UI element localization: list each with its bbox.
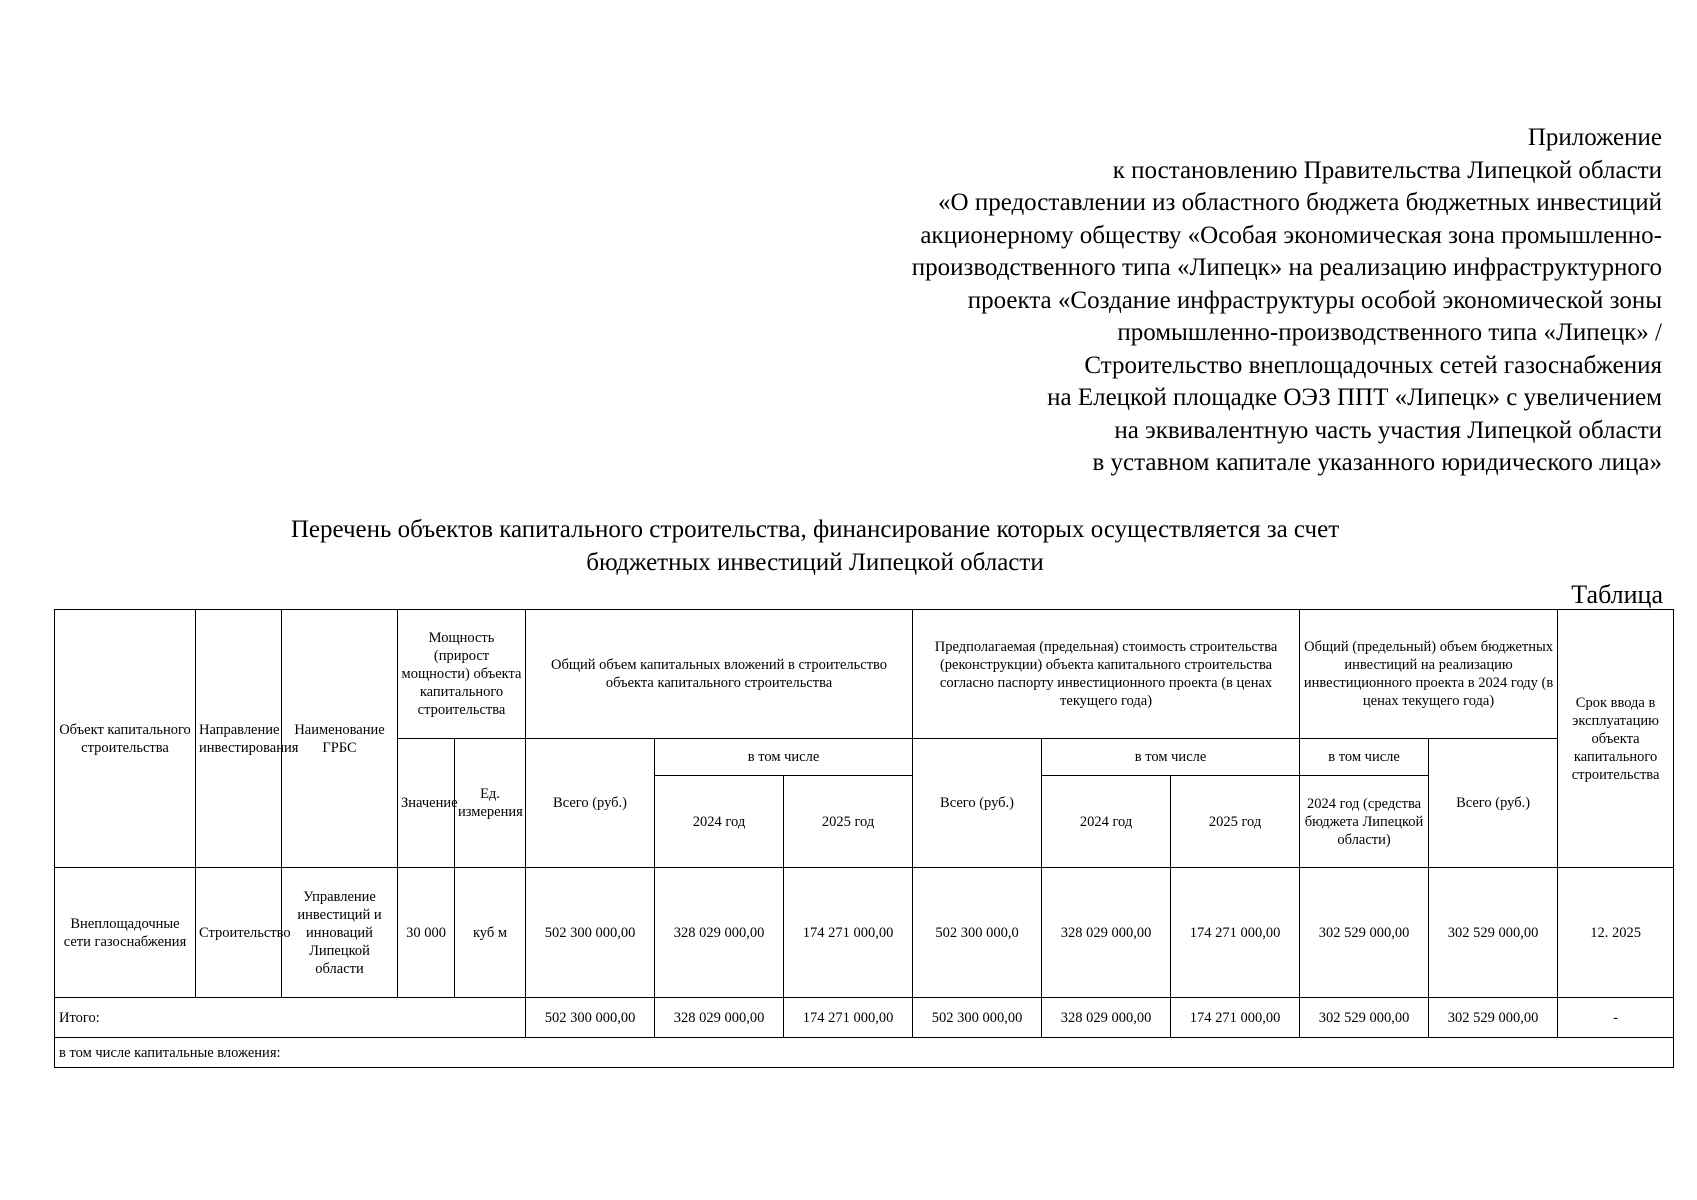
appendix-line: Строительство внеплощадочных сетей газоснабжения [1084, 351, 1662, 379]
cell-direction: Строительство [196, 868, 282, 998]
appendix-line: промышленно-производственного типа «Липецк» / [1117, 319, 1662, 346]
title-line-2: бюджетных инвестиций Липецкой области [586, 549, 1044, 576]
header-capacity: Мощность (прирост мощности) объекта капитального строительства [398, 610, 526, 739]
title-line-1: Перечень объектов капитального строительства, финансирование которых осуществляется за счет [290, 516, 1340, 543]
totals-budget-total: 302 529 000,00 [1429, 998, 1558, 1038]
appendix-line: производственного типа «Липецк» на реализацию инфраструктурного [911, 254, 1662, 281]
appendix-line: на эквивалентную часть участия Липецкой области [1114, 416, 1662, 444]
totals-label: Итого: [55, 998, 526, 1038]
cell-deadline: 12. 2025 [1558, 868, 1674, 998]
header-grbs: Наименование ГРБС [282, 610, 398, 868]
cell-value: 30 000 [398, 868, 455, 998]
header-cost-2024: 2024 год [1042, 776, 1171, 868]
cell-inv-2025: 174 271 000,00 [784, 868, 913, 998]
table-label: Таблица [1571, 580, 1663, 609]
header-cost-2025: 2025 год [1171, 776, 1300, 868]
header-budget-including: в том числе [1300, 739, 1429, 776]
appendix-line: «О предоставлении из областного бюджета бюджетных инвестиций [938, 189, 1662, 216]
totals-cost-2024: 328 029 000,00 [1042, 998, 1171, 1038]
appendix-line: к постановлению Правительства Липецкой области [1112, 156, 1662, 184]
header-inv-total: Всего (руб.) [526, 739, 655, 868]
header-budget-investment: Общий (предельный) объем бюджетных инвестиций на реализацию инвестиционного проекта в 2024 году (в ценах текущего года) [1300, 610, 1558, 739]
document-title [50, 513, 1580, 579]
header-estimated-cost: Предполагаемая (предельная) стоимость строительства (реконструкции) объекта капитального строительства согласно паспорту инвестиционного проекта (в ценах текущего года) [913, 610, 1300, 739]
totals-cost-2025: 174 271 000,00 [1171, 998, 1300, 1038]
totals-budget-2024: 302 529 000,00 [1300, 998, 1429, 1038]
header-cost-total: Всего (руб.) [913, 739, 1042, 868]
header-deadline: Срок ввода в эксплуатацию объекта капитального строительства [1558, 610, 1674, 868]
cell-grbs: Управление инвестиций и инноваций Липецкой области [282, 868, 398, 998]
header-total-investment: Общий объем капитальных вложений в строительство объекта капитального строительства [526, 610, 913, 739]
header-inv-2024: 2024 год [655, 776, 784, 868]
cell-budget-total: 302 529 000,00 [1429, 868, 1558, 998]
header-direction: Направление инвестирования [196, 610, 282, 868]
totals-inv-2025: 174 271 000,00 [784, 998, 913, 1038]
header-value: Значение [398, 739, 455, 868]
totals-inv-2024: 328 029 000,00 [655, 998, 784, 1038]
cell-cost-2025: 174 271 000,00 [1171, 868, 1300, 998]
appendix-line: Приложение [1527, 124, 1662, 151]
appendix-line: проекта «Создание инфраструктуры особой экономической зоны [967, 286, 1662, 314]
table-row [55, 868, 1674, 998]
cell-inv-2024: 328 029 000,00 [655, 868, 784, 998]
cell-unit: куб м [455, 868, 526, 998]
cell-object: Внеплощадочные сети газоснабжения [55, 868, 196, 998]
footer-row [55, 1038, 1674, 1068]
totals-row [55, 998, 1674, 1038]
totals-cost-total: 502 300 000,00 [913, 998, 1042, 1038]
header-budget-2024: 2024 год (средства бюджета Липецкой области) [1300, 776, 1429, 868]
cell-inv-total: 502 300 000,00 [526, 868, 655, 998]
totals-deadline: - [1558, 998, 1674, 1038]
cell-cost-2024: 328 029 000,00 [1042, 868, 1171, 998]
header-budget-total: Всего (руб.) [1429, 739, 1558, 868]
cell-cost-total: 502 300 000,0 [913, 868, 1042, 998]
cell-budget-2024: 302 529 000,00 [1300, 868, 1429, 998]
appendix-line: на Елецкой площадке ОЭЗ ППТ «Липецк» с увеличением [1047, 384, 1662, 411]
header-cost-including: в том числе [1042, 739, 1300, 776]
header-inv-including: в том числе [655, 739, 913, 776]
appendix-line: в уставном капитале указанного юридического лица» [1092, 449, 1662, 476]
header-inv-2025: 2025 год [784, 776, 913, 868]
header-object: Объект капитального строительства [55, 610, 196, 868]
appendix-line: акционерному обществу «Особая экономическая зона промышленно- [920, 221, 1662, 249]
header-unit: Ед. измерения [455, 739, 526, 868]
investment-table [54, 609, 1674, 1068]
footer-note: в том числе капитальные вложения: [55, 1038, 1674, 1068]
totals-inv-total: 502 300 000,00 [526, 998, 655, 1038]
appendix-header [662, 122, 1662, 480]
